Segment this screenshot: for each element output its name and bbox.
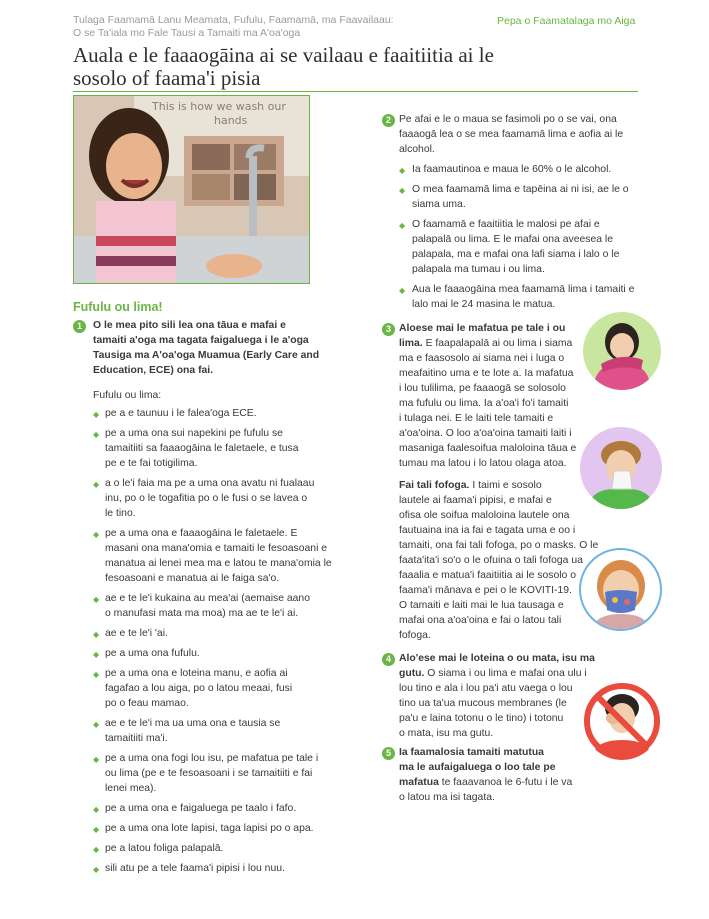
face-mask-heading: Fai tali fofoga.	[399, 480, 470, 491]
step-3-line-8: a'oa'oina. O loo a'oa'oina tamaiti laiti i	[399, 428, 572, 439]
bullet-marker-icon: ◆	[93, 865, 100, 874]
face-mask-line-4: fautuaina ina ia fai e tagata uma e oo i	[399, 525, 576, 536]
step-3-line-5: i lou tulilima, pe faaaogā se solosolo	[399, 383, 566, 394]
list-item-line: tamaitiiti ma'i.	[105, 733, 168, 744]
list-item	[105, 751, 340, 796]
step-4-bold-1: Alo'ese mai le loteina o ou mata, isu ma	[399, 653, 595, 664]
list-item	[105, 801, 340, 816]
list-item-line: lenei mea).	[105, 783, 157, 794]
list-item-line: fesoasoani e manatua ai le faiga sa'o.	[105, 573, 280, 584]
list-item-line: pe a uma ona e faaaogāina le faletaele. E	[105, 528, 298, 539]
section-heading: Fufulu ou lima!	[73, 300, 163, 314]
left-column	[73, 318, 338, 898]
list-item	[412, 217, 642, 277]
list-item-line: ae e te le'i ma ua uma ona e tausia se	[105, 718, 281, 729]
step-5-bold-3: mafatua	[399, 777, 439, 788]
bullet-marker-icon: ◆	[93, 825, 100, 834]
list-item-line: pe a uma ona fufulu.	[105, 648, 200, 659]
face-mask-line-11: fofoga.	[399, 630, 431, 641]
bullet-marker-icon: ◆	[399, 186, 406, 195]
step-5-bold-1: Ia faamalosia tamaiti matutua	[399, 747, 544, 758]
step-3-bold-1: Aloese mai le mafatua pe tale i ou	[399, 323, 566, 334]
list-item-line: O faamamā e faaitiitia le malosi pe afai e	[412, 219, 600, 230]
list-item-line: masani ona mana'omia e tamaiti le fesoasoani e	[105, 543, 328, 554]
bullet-marker-icon: ◆	[93, 630, 100, 639]
step-3-bold-2: lima.	[399, 338, 423, 349]
list-item-line: po o feau mamao.	[105, 698, 189, 709]
breadcrumb-line-2: O se Ta'iala mo Fale Tausi a Tamaiti ma A'oa'oga	[73, 27, 301, 39]
list-item-line: Ia faamautinoa e maua le 60% o le alcohol.	[412, 164, 612, 175]
step-number-1: 1	[73, 320, 86, 333]
list-item-line: pe e te fai totigilima.	[105, 458, 198, 469]
step-2-line-1: Pe afai e le o maua se fasimoli po o se vai, ona	[399, 114, 617, 125]
face-mask-line-9: O tamaiti e laiti mai le lua tausaga e	[399, 600, 564, 611]
page-title-line-1: Auala e le faaaogāina ai se vailaau e faaitiitia ai le	[73, 43, 494, 67]
list-item	[105, 406, 340, 421]
list-item-line: O mea faamamā lima e tapēina ai ni isi, ae le o	[412, 184, 629, 195]
list-item	[105, 626, 340, 641]
step-3-line-3: ma e faasosolo ai siama nei i luga o	[399, 353, 565, 364]
handwashing-photo	[73, 95, 310, 284]
face-mask-line-3: ofisa ole soifua maloloina lautele ona	[399, 510, 570, 521]
list-item	[105, 861, 340, 876]
step-4-line-3: lou tino e ala i lou pa'i atu vaega o lou	[399, 683, 573, 694]
list-item-line: pe a uma ona sui napekini pe fufulu se	[105, 428, 283, 439]
list-item-line: pe a e taunuu i le falea'oga ECE.	[105, 408, 257, 419]
list-item	[412, 162, 642, 177]
step-number-2: 2	[382, 114, 395, 127]
step-number-3: 3	[382, 323, 395, 336]
step-number-5: 5	[382, 747, 395, 760]
step-3-line-7: i tulaga nei. E le laiti tele tamaiti e	[399, 413, 554, 424]
intro-text: Fufulu ou lima:	[93, 390, 162, 401]
bullet-marker-icon: ◆	[93, 805, 100, 814]
bullet-marker-icon: ◆	[399, 221, 406, 230]
list-item	[412, 282, 642, 312]
list-item	[105, 841, 340, 856]
step-5-text	[399, 745, 604, 805]
page-title	[73, 44, 593, 90]
bullet-marker-icon: ◆	[399, 286, 406, 295]
step-5-bold-2: ma le aufaigaluega o loo tale pe	[399, 762, 556, 773]
list-item-line: pe a uma ona lote lapisi, taga lapisi po o apa.	[105, 823, 314, 834]
list-item-line: pe a uma ona e faigaluega pe taalo i fafo.	[105, 803, 297, 814]
bullet-marker-icon: ◆	[93, 720, 100, 729]
tissue-sneeze-illustration	[580, 427, 662, 509]
list-item-line: tamaitiiti sa faaaogāina le faletaele, e tusa	[105, 443, 299, 454]
list-item-line: ou lima (pe e te fesoasoani i se tamaitiiti e fai	[105, 768, 313, 779]
list-item-line: fagafao a lou aiga, po o latou meaai, fusi	[105, 683, 293, 694]
list-item-line: palapalā ou lima. E le mafai ona aveesea le	[412, 234, 614, 245]
step-3-line-4: meafaitino uma e te lote a. Ia mafatua	[399, 368, 574, 379]
list-item-line: ae e te le'i 'ai.	[105, 628, 168, 639]
face-mask-line-10: mafai ona a'oa'oina e fai o latou tali	[399, 615, 562, 626]
breadcrumb	[73, 14, 433, 40]
list-item	[105, 646, 340, 661]
face-mask-child-illustration	[579, 548, 662, 631]
step-3-line-6: ma fufulu ou lima. Ia a'oa'i fo'i tamaiti	[399, 398, 569, 409]
step-4-bold-2: gutu.	[399, 668, 425, 679]
bullet-marker-icon: ◆	[93, 430, 100, 439]
step-3-rest-2: E faapalapalā ai ou lima i siama	[422, 338, 573, 349]
step-5-line-4: o latou ma isi tagata.	[399, 792, 495, 803]
list-item-line: le tino.	[105, 508, 136, 519]
list-item-line: sili atu pe a tele faama'i pipisi i lou nuu.	[105, 863, 285, 874]
step-1-line-2: tamaiti a'oga ma tagata faigaluega i le a'oga	[93, 335, 309, 346]
list-item-line: ae e te le'i kukaina au mea'ai (aemaise aano	[105, 593, 310, 604]
face-mask-line-2: lautele ai faama'i pipisi, e mafai e	[399, 495, 552, 506]
face-mask-line-7: faaalia e matua'i faaitiitia ai le sosolo o	[399, 570, 576, 581]
list-item-line: lalo mai le 24 masina le matua.	[412, 299, 556, 310]
step-1-text	[93, 318, 343, 378]
bullet-marker-icon: ◆	[93, 530, 100, 539]
step-4-text	[399, 651, 604, 741]
list-item	[105, 476, 340, 521]
breadcrumb-line-1: Tulaga Faamamā Lanu Meamata, Fufulu, Faamamā, ma Faavailaau:	[73, 14, 394, 26]
list-item-line: a o le'i faia ma pe a uma ona avatu ni fualaau	[105, 478, 315, 489]
series-label: Pepa o Faamatalaga mo Aiga	[497, 15, 636, 27]
step-5-rest-3: te faaavanoa le 6-futu i le va	[438, 777, 573, 788]
list-item-line: palapala ma tumau i ou lima.	[412, 264, 545, 275]
list-item-line: manatua ai lenei mea ma e latou te mana'omia le	[105, 558, 332, 569]
list-item-line: Aua le faaaogāina mea faamamā lima i tamaiti e	[412, 284, 635, 295]
list-item-line: siama uma.	[412, 199, 466, 210]
bullet-marker-icon: ◆	[93, 410, 100, 419]
face-mask-line-1: I taimi e sosolo	[469, 480, 542, 491]
list-item	[105, 426, 340, 471]
list-item	[105, 821, 340, 836]
no-face-touching-illustration	[583, 682, 661, 760]
bullet-marker-icon: ◆	[93, 755, 100, 764]
face-mask-line-6: faata'ita'i so'o o le ofuina o tali fofoga ua	[399, 555, 583, 566]
list-item-line: palapala, ma e mafai ona lafi siama i lalo o le	[412, 249, 620, 260]
bullet-marker-icon: ◆	[399, 166, 406, 175]
list-item	[105, 716, 340, 746]
page-title-line-2: sosolo of faama'i pisia	[73, 66, 261, 90]
list-item-line: inu, po o le togafitia po o le fusi o se lavea o	[105, 493, 308, 504]
step-3-text	[399, 321, 599, 471]
list-item	[105, 526, 340, 586]
list-item-line: pe a latou foliga palapalā.	[105, 843, 224, 854]
step-2-line-2: faaaogā lea o se mea faamamā lima e aofia ai le	[399, 129, 624, 140]
list-item	[105, 666, 340, 711]
cough-into-elbow-illustration	[583, 312, 661, 390]
step-1-line-1: O le mea pito sili lea ona tāua e mafai e	[93, 320, 286, 331]
step-4-rest-2: O siama i ou lima e mafai ona ulu i	[424, 668, 587, 679]
sign-text-line-1: This is how we wash our	[152, 100, 286, 113]
step-3-line-10: tumau ma latou i lo latou olaga atoa.	[399, 458, 567, 469]
step-3-line-9: masaniga faalesoifua maloloina tāua e	[399, 443, 577, 454]
bullet-marker-icon: ◆	[93, 480, 100, 489]
list-item	[412, 182, 642, 212]
step-1-line-3: Tausiga ma A'oa'oga Muamua (Early Care and	[93, 350, 320, 361]
step-number-4: 4	[382, 653, 395, 666]
bullet-marker-icon: ◆	[93, 595, 100, 604]
bullet-marker-icon: ◆	[93, 845, 100, 854]
list-item-line: o manufasi mata ma moa) ma ae te le'i ai.	[105, 608, 299, 619]
face-mask-text	[399, 478, 604, 643]
bullet-marker-icon: ◆	[93, 650, 100, 659]
step-4-line-4: tino ua ta'ua mucous membranes (le	[399, 698, 567, 709]
title-divider	[73, 91, 638, 92]
step-2-text	[399, 112, 644, 157]
bullet-marker-icon: ◆	[93, 670, 100, 679]
face-mask-line-5: tamaiti, ona fai tali fofoga, po o masks. O le	[399, 540, 599, 551]
sign-text-line-2: hands	[214, 114, 248, 127]
list-item	[105, 591, 340, 621]
face-mask-line-8: faama'i mānava e pei o le KOVITI-19.	[399, 585, 572, 596]
step-4-line-6: o mata, isu ma gutu.	[399, 728, 494, 739]
step-2-line-3: alcohol.	[399, 144, 435, 155]
step-1-line-4: Education, ECE) ona fai.	[93, 365, 214, 376]
step-4-line-5: pa'u e laina totonu o le tino) i totonu	[399, 713, 564, 724]
list-item-line: pe a uma ona fogi lou isu, pe mafatua pe tale i	[105, 753, 319, 764]
list-item-line: pe a uma ona e loteina manu, e aofia ai	[105, 668, 288, 679]
